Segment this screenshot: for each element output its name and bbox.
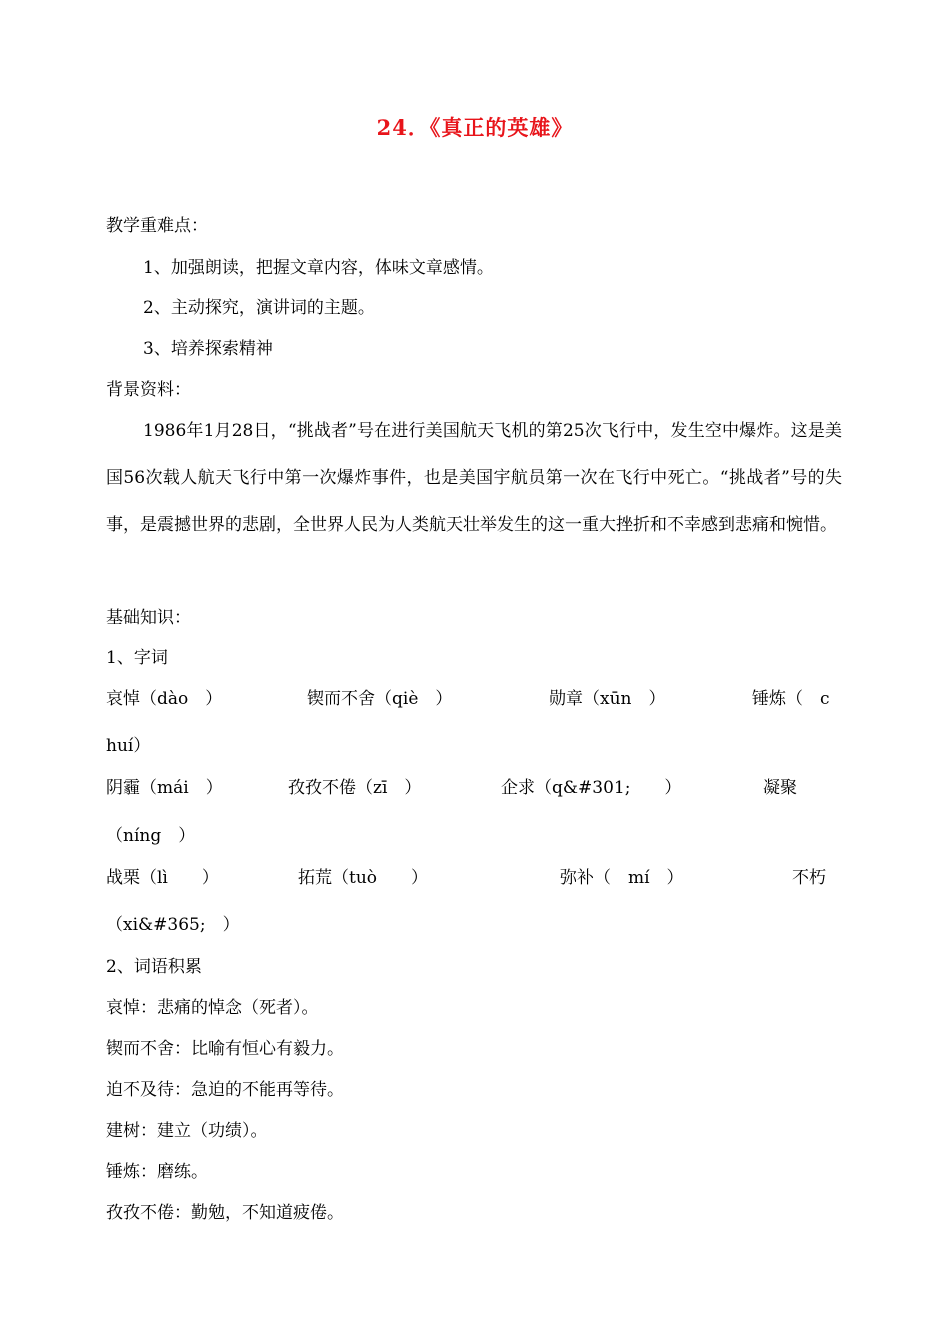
word-item: 拓荒（tuò ） — [298, 868, 429, 888]
teaching-focus-item-3: 3、培养探索精神 — [143, 339, 273, 359]
word-item: 弥补（ mí ） — [560, 868, 684, 888]
background-paragraph: 1986年1月28日，“挑战者”号在进行美国航天飞机的第25次飞行中，发生空中爆炸。这是美国56次载人航天飞行中第一次爆炸事件，也是美国宇航员第一次在飞行中死亡。“挑战者”号的失事，是震撼世界的悲剧，全世界人民为人类航天壮举发生的这一重大挫折和不幸感到悲痛和惋惜。 — [106, 421, 842, 535]
teaching-focus-item-1: 1、加强朗读，把握文章内容，体味文章感情。 — [143, 258, 494, 278]
word-item: 锲而不舍（qiè ） — [307, 689, 453, 709]
word-item: 阴霾（mái ） — [106, 778, 223, 798]
document-title: 24．《真正的英雄》 — [376, 115, 574, 140]
basics-heading: 基础知识： — [106, 608, 191, 628]
word-item: 不朽 — [792, 868, 826, 888]
teaching-focus-item-2: 2、主动探究，演讲词的主题。 — [143, 298, 375, 318]
word-item: 凝聚 — [763, 778, 797, 798]
word-item: 企求（q&#301; ） — [501, 778, 682, 798]
words-heading: 1、字词 — [106, 648, 168, 668]
vocab-item: 锤炼：磨练。 — [106, 1162, 208, 1182]
vocab-heading: 2、词语积累 — [106, 957, 202, 977]
word-item: 孜孜不倦（zī ） — [288, 778, 422, 798]
word-item: 哀悼（dào ） — [106, 689, 223, 709]
background-heading: 背景资料： — [106, 380, 191, 400]
vocab-item: 迫不及待：急迫的不能再等待。 — [106, 1080, 344, 1100]
word-item: 勋章（xūn ） — [549, 689, 666, 709]
word-item: （níng ） — [106, 826, 196, 846]
word-item: 战栗（lì ） — [106, 868, 219, 888]
vocab-item: 锲而不舍：比喻有恒心有毅力。 — [106, 1039, 344, 1059]
word-item: （xi&#365; ） — [106, 915, 240, 935]
vocab-item: 孜孜不倦：勤勉，不知道疲倦。 — [106, 1203, 344, 1223]
teaching-focus-heading: 教学重难点： — [106, 216, 208, 236]
vocab-item: 建树：建立（功绩）。 — [106, 1121, 268, 1141]
vocab-item: 哀悼：悲痛的悼念（死者）。 — [106, 998, 319, 1018]
word-item: huí） — [106, 736, 151, 756]
word-item: 锤炼（ c — [752, 689, 830, 709]
